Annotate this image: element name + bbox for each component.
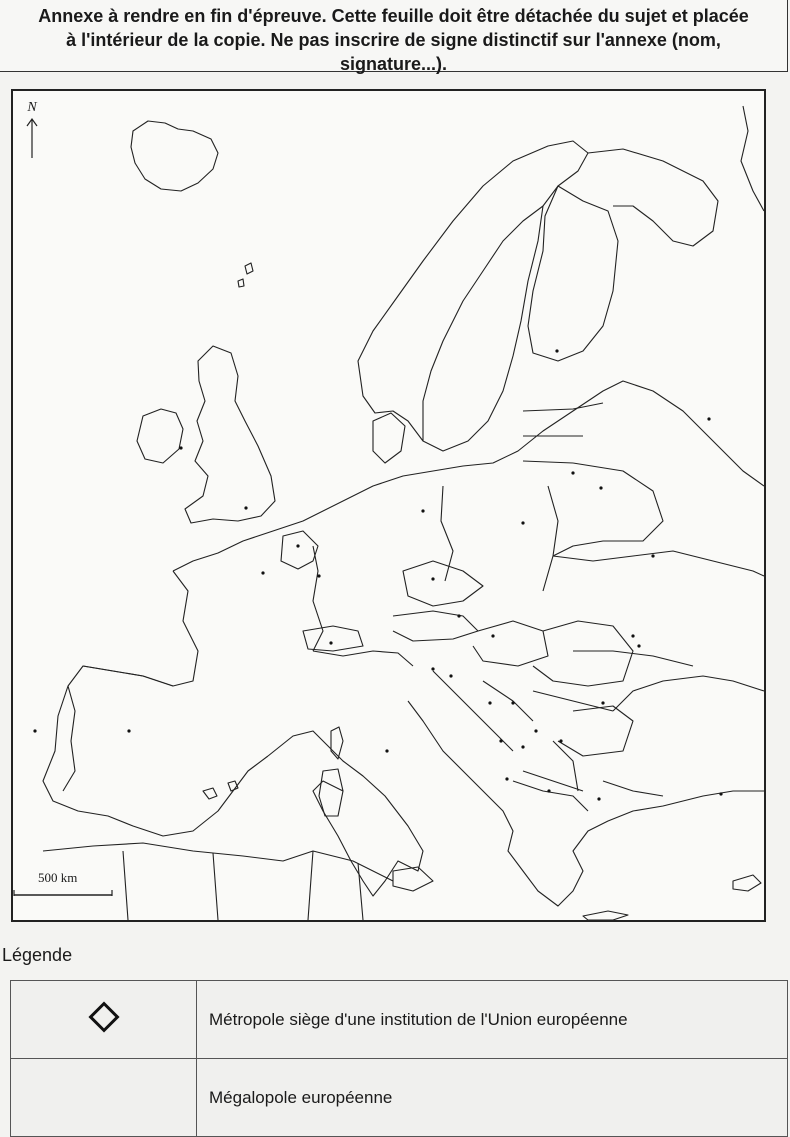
capital-dot	[261, 571, 264, 574]
legend-title: Légende	[2, 945, 73, 965]
capital-dot	[707, 417, 710, 420]
capital-dot	[431, 667, 434, 670]
russia-north-outline	[588, 149, 718, 246]
capital-dot	[329, 641, 332, 644]
border-benelux	[281, 531, 318, 569]
border-spain-portugal	[63, 686, 75, 791]
legend-label: Métropole siège d'une institution de l'Union européenne	[197, 981, 788, 1059]
border-balkans	[433, 671, 613, 791]
capital-dot	[521, 745, 524, 748]
north-label: N	[27, 100, 37, 115]
capital-dot	[244, 506, 247, 509]
corsica-outline	[331, 727, 343, 759]
capital-dot	[599, 486, 602, 489]
instructions-line-1: Annexe à rendre en fin d'épreuve. Cette feuille doit être détachée du sujet et placée	[38, 6, 749, 26]
mediterranean-coast	[268, 731, 423, 896]
capital-dot	[719, 792, 722, 795]
scale-bar-line	[12, 888, 116, 898]
border-bulgaria	[558, 706, 633, 756]
capital-dot	[521, 521, 524, 524]
instructions-line-3: signature...).	[339, 54, 447, 74]
legend-symbol-cell[interactable]	[11, 1059, 197, 1137]
europe-map-outline	[13, 91, 764, 920]
russia-east-edge	[741, 106, 764, 211]
ireland-outline	[137, 409, 183, 463]
border-france-germany	[313, 546, 323, 651]
capital-dot	[597, 797, 600, 800]
capital-dot	[555, 349, 558, 352]
great-britain-outline	[185, 346, 275, 523]
norway-sweden-border	[423, 206, 543, 441]
capital-dot	[559, 739, 562, 742]
crete-outline	[583, 911, 628, 920]
legend-table	[10, 980, 788, 1137]
north-arrow	[22, 100, 42, 164]
scale-bar	[12, 870, 120, 900]
capital-dot	[505, 777, 508, 780]
capital-dot	[511, 701, 514, 704]
border-czech	[403, 561, 483, 606]
capital-dot	[491, 634, 494, 637]
border-poland-east	[543, 486, 558, 591]
capital-dot	[449, 674, 452, 677]
border-belarus	[553, 463, 663, 556]
north-arrow-icon	[22, 116, 42, 160]
capital-dot	[571, 471, 574, 474]
instructions-line-2: à l'intérieur de la copie. Ne pas inscrire de signe distinctif sur l'annexe (nom,	[66, 30, 721, 50]
finland-outline	[528, 186, 618, 361]
capital-dot	[431, 577, 434, 580]
africa-borders	[123, 851, 363, 920]
cyprus-outline	[733, 875, 761, 891]
capital-dot	[488, 701, 491, 704]
capital-dot	[651, 554, 654, 557]
border-austria	[393, 611, 478, 641]
legend-label: Mégalopole européenne	[197, 1059, 788, 1137]
capital-dot	[179, 446, 182, 449]
capital-dot	[547, 789, 550, 792]
legend-row	[11, 1059, 788, 1137]
capital-dot	[385, 749, 388, 752]
sardinia-outline	[319, 769, 343, 816]
scale-label: 500 km	[38, 870, 78, 885]
capital-dot	[534, 729, 537, 732]
border-switzerland	[303, 626, 363, 651]
capital-dot	[631, 634, 634, 637]
capital-dot	[637, 644, 640, 647]
border-italy-north	[313, 651, 413, 666]
capital-dot	[601, 701, 604, 704]
europe-map	[11, 89, 766, 922]
border-baltics	[523, 403, 603, 463]
capital-dot	[457, 614, 460, 617]
border-ukraine	[553, 551, 764, 666]
capital-dot	[296, 544, 299, 547]
adriatic-balkans-coast	[408, 701, 764, 906]
capital-dot	[421, 509, 424, 512]
capital-dot	[33, 729, 36, 732]
diamond-icon	[88, 1001, 119, 1032]
legend-symbol-cell	[11, 981, 197, 1059]
instructions-header	[0, 0, 788, 72]
continent-outline	[173, 381, 764, 571]
denmark-outline	[373, 413, 405, 463]
small-islands-north	[238, 263, 253, 287]
black-sea-coast	[613, 676, 764, 711]
france-iberia-coast	[43, 571, 268, 836]
border-france-spain	[83, 666, 173, 686]
balearic-outline	[203, 781, 238, 799]
iceland-outline	[131, 121, 218, 191]
scandinavia-outline	[358, 141, 588, 451]
capital-dot	[499, 739, 502, 742]
border-turkey	[603, 781, 663, 796]
border-hungary	[473, 621, 548, 666]
legend-row	[11, 981, 788, 1059]
capital-dot	[127, 729, 130, 732]
sicily-outline	[393, 867, 433, 891]
capital-dot	[317, 574, 320, 577]
